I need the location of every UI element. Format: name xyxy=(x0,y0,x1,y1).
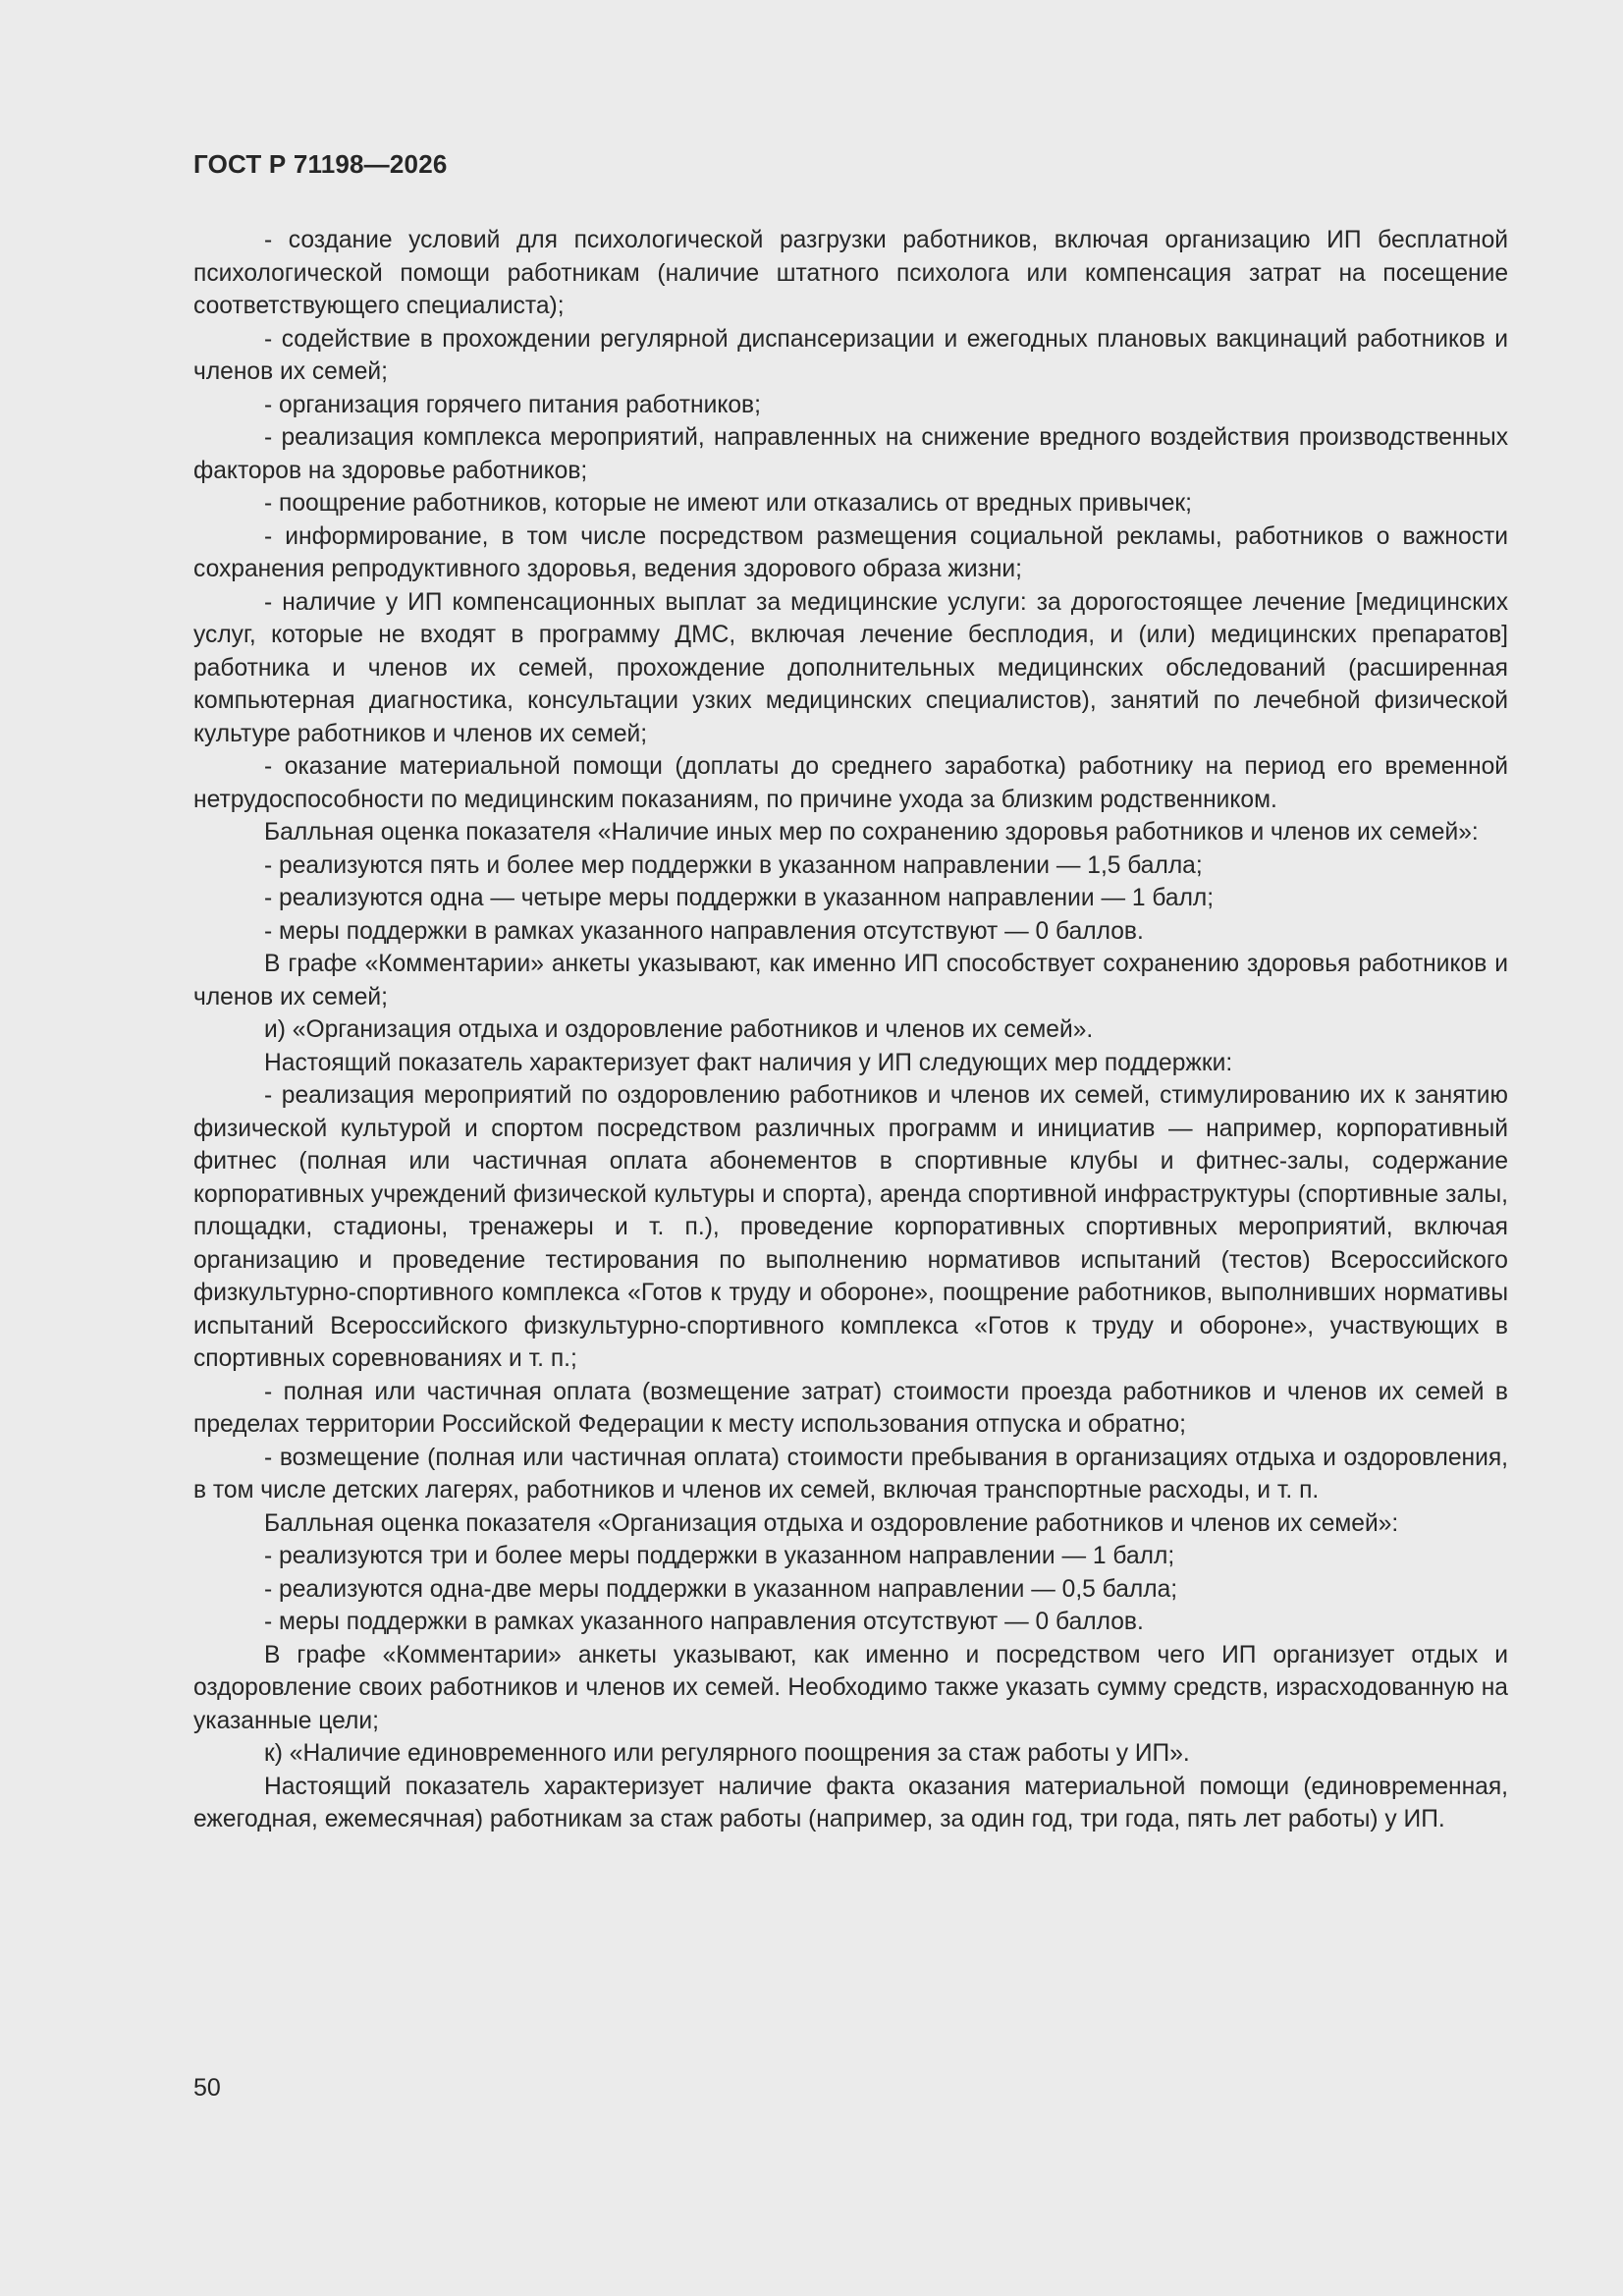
body-paragraph: - оказание материальной помощи (доплаты до среднего заработка) работнику на период его временной нетрудоспособности по медицинским показаниям, по причине ухода за близким родственником. xyxy=(193,753,1508,813)
body-paragraph: В графе «Комментарии» анкеты указывают, как именно и посредством чего ИП организует отдых и оздоровление своих работников и членов их семей. Необходимо также указать сумму средств, израсходованную на указанные цели; xyxy=(193,1641,1508,1734)
body-paragraph: - полная или частичная оплата (возмещение затрат) стоимости проезда работников и членов их семей в пределах территории Российской Федерации к месту использования отпуска и обратно; xyxy=(193,1378,1508,1438)
body-paragraph: - меры поддержки в рамках указанного направления отсутствуют — 0 баллов. xyxy=(264,1609,1144,1635)
body-paragraph: - возмещение (полная или частичная оплата) стоимости пребывания в организациях отдыха и оздоровления, в том числе детских лагерях, работников и членов их семей, включая транспортные расходы, и т. п. xyxy=(193,1444,1508,1503)
body-paragraph: Настоящий показатель характеризует факт наличия у ИП следующих мер поддержки: xyxy=(264,1049,1233,1076)
body-paragraph: Балльная оценка показателя «Наличие иных мер по сохранению здоровья работников и членов их семей»: xyxy=(264,819,1479,846)
body-paragraph: - меры поддержки в рамках указанного направления отсутствуют — 0 баллов. xyxy=(264,917,1144,945)
body-paragraph: В графе «Комментарии» анкеты указывают, как именно ИП способствует сохранению здоровья работников и членов их семей; xyxy=(193,951,1508,1011)
body-paragraph: - поощрение работников, которые не имеют или отказались от вредных привычек; xyxy=(264,490,1193,517)
body-paragraph: - реализуются одна-две меры поддержки в указанном направлении — 0,5 балла; xyxy=(264,1575,1178,1603)
body-paragraph: - реализуются одна — четыре меры поддержки в указанном направлении — 1 балл; xyxy=(264,885,1215,911)
body-paragraph: - организация горячего питания работников; xyxy=(264,391,761,418)
body-paragraph: - создание условий для психологической разгрузки работников, включая организацию ИП бесплатной психологической помощи работникам (наличие штатного психолога или компенсация затрат на посещение соответствующего специалиста); xyxy=(193,227,1508,319)
body-paragraph: и) «Организация отдыха и оздоровление работников и членов их семей». xyxy=(264,1016,1094,1043)
document-standard-id: ГОСТ Р 71198—2026 xyxy=(193,149,448,179)
body-paragraph: - реализация комплекса мероприятий, направленных на снижение вредного воздействия производственных факторов на здоровье работников; xyxy=(193,424,1508,484)
body-paragraph: - реализация мероприятий по оздоровлению работников и членов их семей, стимулированию их к занятию физической культурой и спортом посредством различных программ и инициатив — например, корпоративный фитнес (полная или частичная оплата абонементов в спортивные клубы и фитнес-залы, содержание корпоративных учреждений физической культуры и спорта), аренда спортивной инфраструктуры (спортивные залы, площадки, стадионы, тренажеры и т. п.), проведение корпоративных спортивных мероприятий, включая организацию и проведение тестирования по выполнению нормативов испытаний (тестов) Всероссийского физкультурно-спортивного комплекса «Готов к труду и обороне», поощрение работников, выполнивших нормативы испытаний Всероссийского физкультурно-спортивного комплекса «Готов к труду и обороне», участвующих в спортивных соревнованиях и т. п.; xyxy=(193,1082,1508,1372)
body-paragraph: Настоящий показатель характеризует наличие факта оказания материальной помощи (единовременная, ежегодная, ежемесячная) работникам за стаж работы (например, за один год, три года, пять лет работы) у ИП. xyxy=(193,1773,1508,1832)
body-paragraph: - содействие в прохождении регулярной диспансеризации и ежегодных плановых вакцинаций работников и членов их семей; xyxy=(193,325,1508,385)
body-paragraph: - реализуются три и более меры поддержки в указанном направлении — 1 балл; xyxy=(264,1543,1175,1569)
document-body xyxy=(193,224,1508,1836)
body-paragraph: к) «Наличие единовременного или регулярного поощрения за стаж работы у ИП». xyxy=(264,1740,1190,1767)
body-paragraph: Балльная оценка показателя «Организация отдыха и оздоровление работников и членов их семей»: xyxy=(264,1509,1399,1537)
body-paragraph: - информирование, в том числе посредством размещения социальной рекламы, работников о важности сохранения репродуктивного здоровья, ведения здорового образа жизни; xyxy=(193,522,1508,582)
body-paragraph: - наличие у ИП компенсационных выплат за медицинские услуги: за дорогостоящее лечение [медицинских услуг, которые не входят в программу ДМС, включая лечение бесплодия, и (или) медицинских препаратов] работника и членов их семей, прохождение дополнительных медицинских обследований (расширенная компьютерная диагностика, консультации узких медицинских специалистов), занятий по лечебной физической культуре работников и членов их семей; xyxy=(193,588,1508,747)
page-number: 50 xyxy=(193,2074,221,2102)
body-paragraph: - реализуются пять и более мер поддержки в указанном направлении — 1,5 балла; xyxy=(264,851,1203,879)
